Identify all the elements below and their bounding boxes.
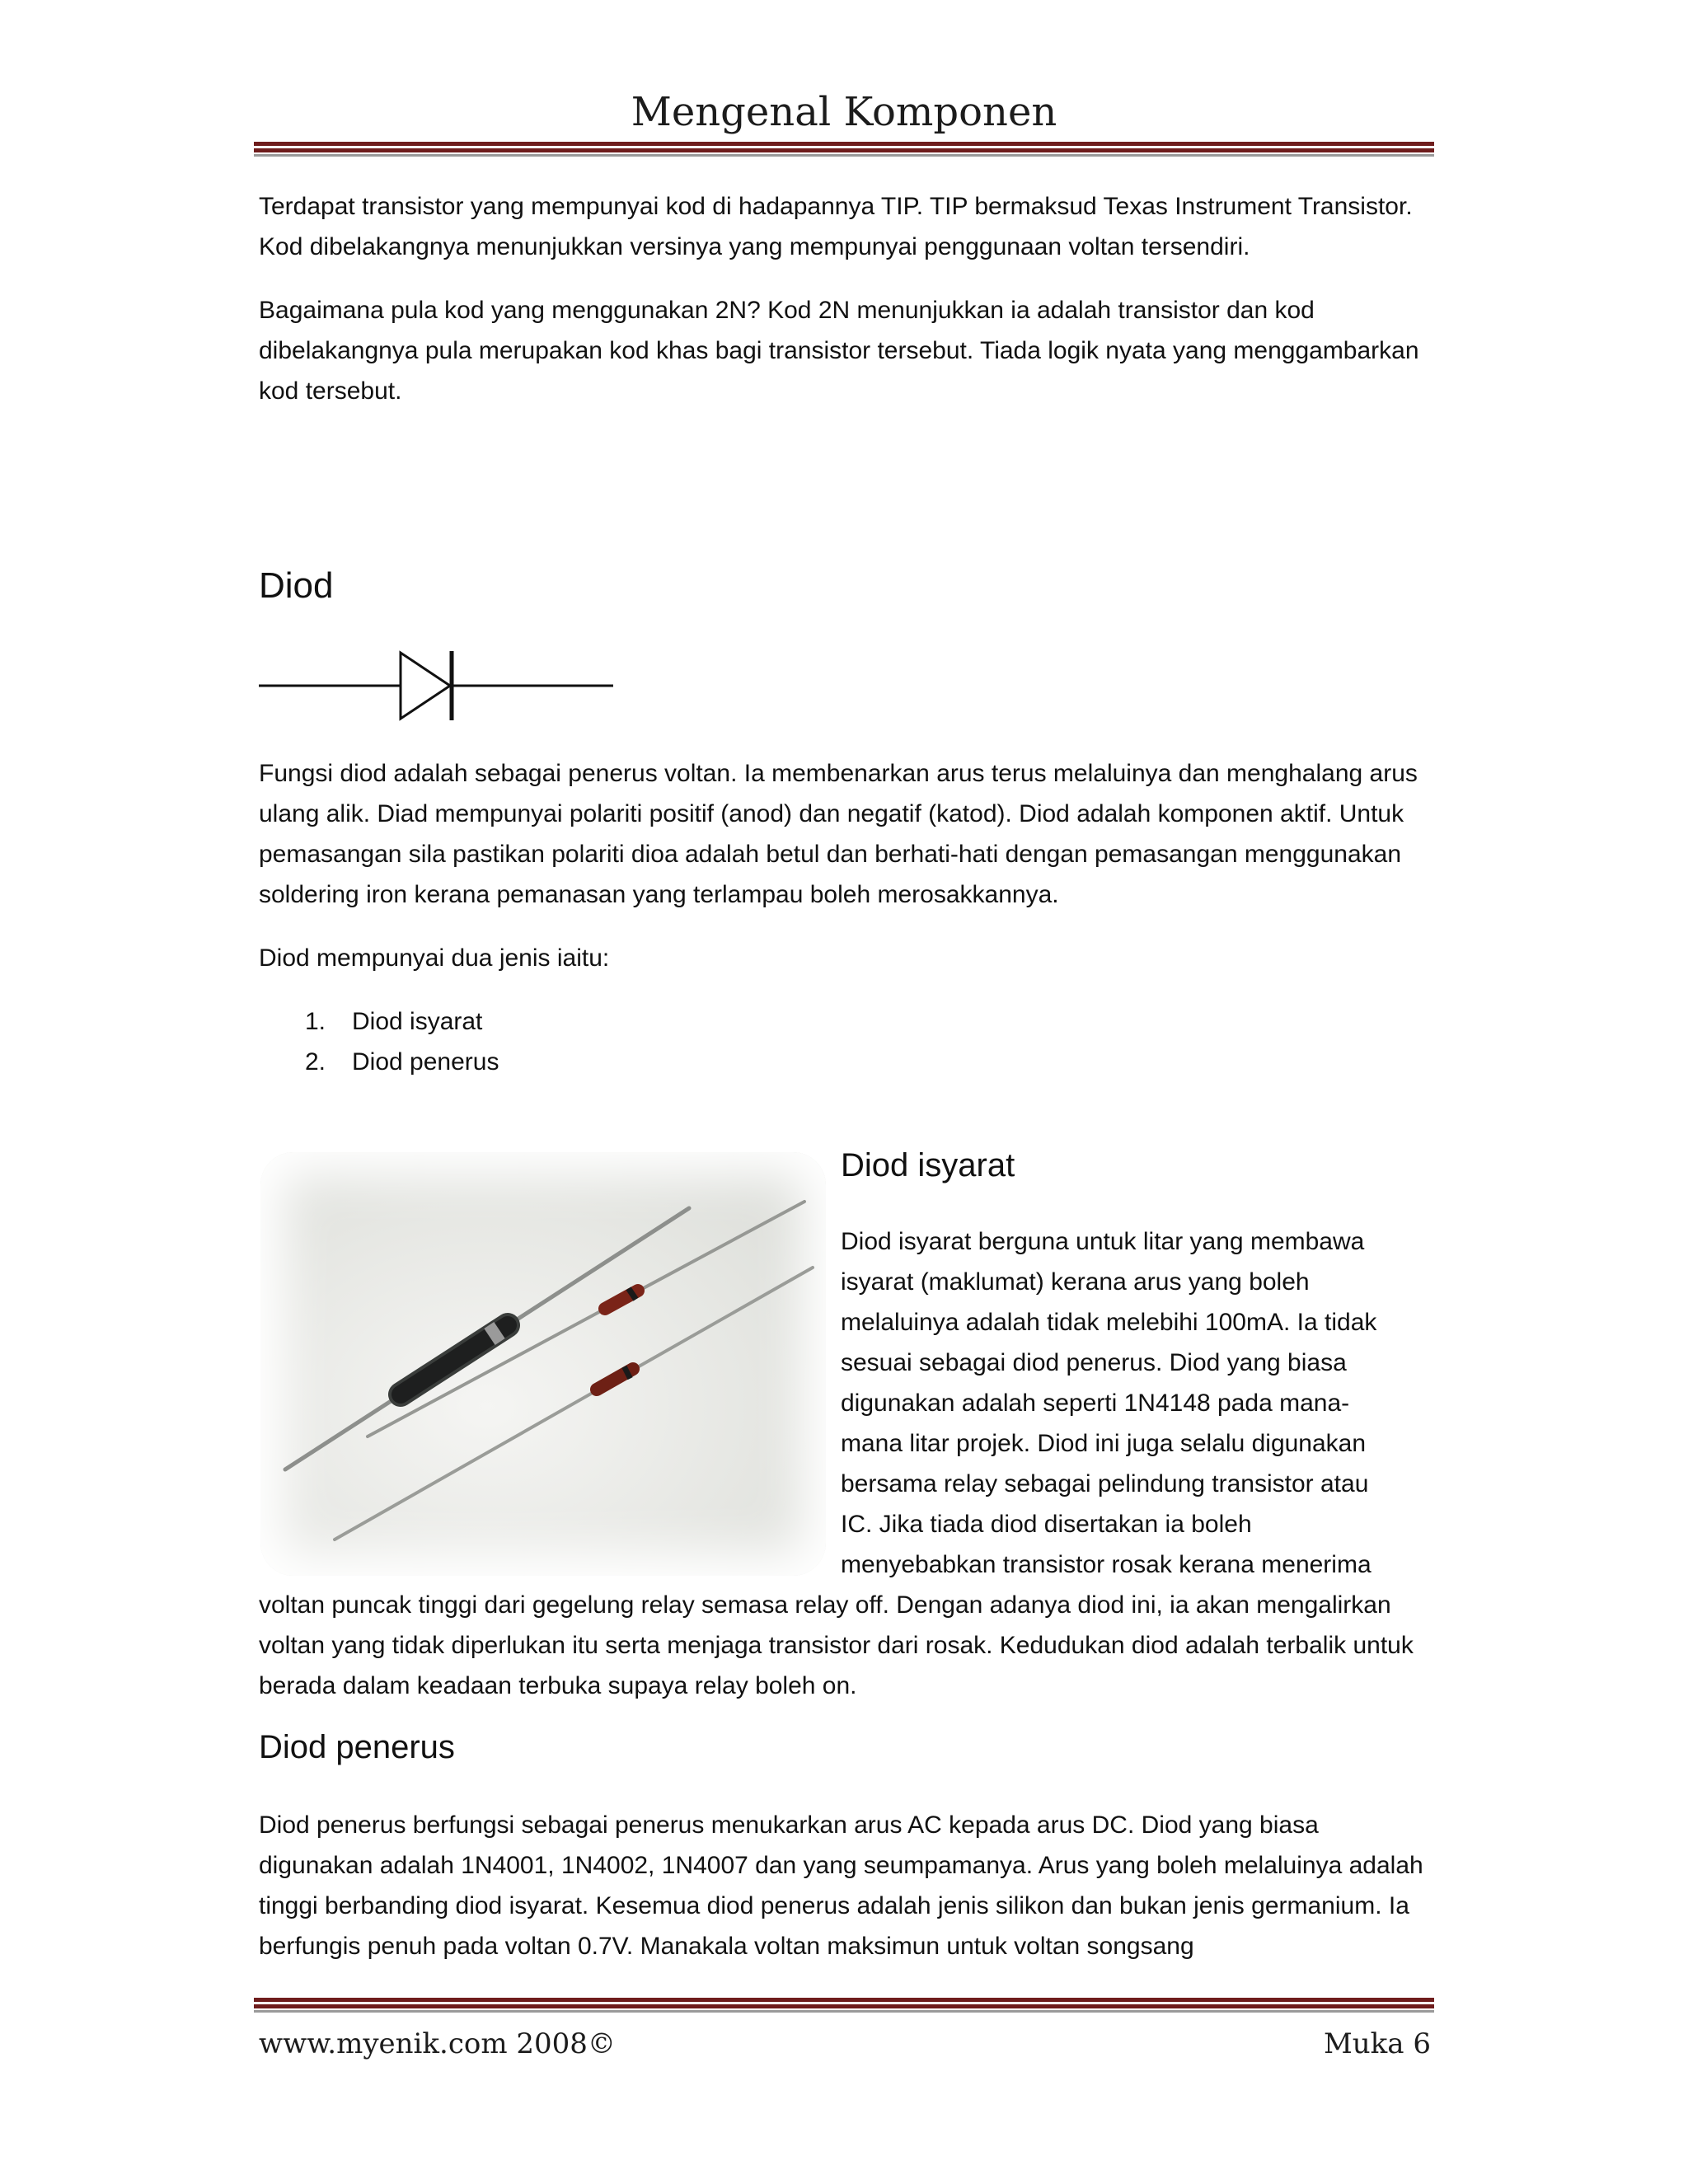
text-line: melaluinya adalah tidak melebihi 100mA. Ia tidak	[841, 1309, 1377, 1336]
text-line: IC. Jika tiada diod disertakan ia boleh	[841, 1511, 1252, 1538]
header-rule	[254, 142, 1434, 157]
intro-section	[259, 186, 1432, 411]
text-line: isyarat (maklumat) kerana arus yang boleh	[841, 1268, 1310, 1296]
diod-penerus-paragraph: Diod penerus berfungsi sebagai penerus menukarkan arus AC kepada arus DC. Diod yang biasa digunakan adalah 1N4001, 1N4002, 1N4007 dan yang seumpamanya. Arus yang boleh melaluinya adalah tinggi berbanding diod isyarat. Kesemua diod penerus adalah jenis silikon dan bukan jenis germanium. Ia berfungis penuh pada voltan 0.7V. Manakala voltan maksimun untuk voltan songsang	[259, 1811, 1423, 1960]
diode-photo	[260, 1152, 826, 1576]
diod-penerus-heading: Diod penerus	[259, 1729, 455, 1765]
text-line: bersama relay sebagai pelindung transistor atau	[841, 1470, 1369, 1497]
text-line: menyebabkan transistor rosak kerana menerima	[841, 1551, 1372, 1578]
diod-penerus-section	[259, 1805, 1432, 1966]
diod-isyarat-heading: Diod isyarat	[841, 1147, 1015, 1183]
text-line: sesuai sebagai diod penerus. Diod yang biasa	[841, 1349, 1347, 1376]
list-item: 2. Diod penerus	[305, 1048, 499, 1076]
diod-paragraph-2: Diod mempunyai dua jenis iaitu:	[259, 944, 610, 972]
diod-paragraph-1: Fungsi diod adalah sebagai penerus voltan. Ia membenarkan arus terus melaluinya dan menghalang arus ulang alik. Diad mempunyai polariti positif (anod) dan negatif (katod). Diod adalah komponen aktif. Untuk pemasangan sila pastikan polariti dioa adalah betul dan berhati-hati dengan pemasangan menggunakan soldering iron kerana pemanasan yang terlampau boleh merosakkannya.	[259, 760, 1418, 908]
diod-heading: Diod	[259, 565, 334, 606]
diod-section	[259, 753, 1432, 1082]
diode-symbol-icon	[259, 648, 613, 724]
intro-paragraph-2: Bagaimana pula kod yang menggunakan 2N? Kod 2N menunjukkan ia adalah transistor dan kod dibelakangnya pula merupakan kod khas bagi transistor tersebut. Tiada logik nyata yang menggambarkan kod tersebut.	[259, 297, 1419, 405]
text-line: mana litar projek. Diod ini juga selalu digunakan	[841, 1430, 1367, 1457]
diod-isyarat-paragraph-end: voltan puncak tinggi dari gegelung relay semasa relay off. Dengan adanya diod ini, ia akan mengalirkan voltan yang tidak diperlukan itu serta menjaga transistor dari rosak. Kedudukan diod adalah terbalik untuk berada dalam keadaan terbuka supaya relay boleh on.	[259, 1591, 1414, 1699]
page-title: Mengenal Komponen	[631, 89, 1057, 135]
text-line: Diod isyarat berguna untuk litar yang membawa	[841, 1228, 1365, 1255]
footer-page-number: Muka 6	[1323, 2027, 1431, 2060]
diod-isyarat-continued	[259, 1585, 1432, 1706]
text-line: digunakan adalah seperti 1N4148 pada mana-	[841, 1390, 1350, 1417]
diod-types-list	[259, 1001, 1432, 1082]
intro-paragraph-1: Terdapat transistor yang mempunyai kod di hadapannya TIP. TIP bermaksud Texas Instrument Transistor. Kod dibelakangnya menunjukkan versinya yang mempunyai penggunaan voltan tersendiri.	[259, 193, 1413, 260]
footer-rule	[254, 1998, 1434, 2013]
diod-isyarat-text	[841, 1221, 1434, 1585]
list-item: 1. Diod isyarat	[305, 1008, 483, 1035]
footer-website: www.myenik.com 2008©	[259, 2027, 616, 2060]
